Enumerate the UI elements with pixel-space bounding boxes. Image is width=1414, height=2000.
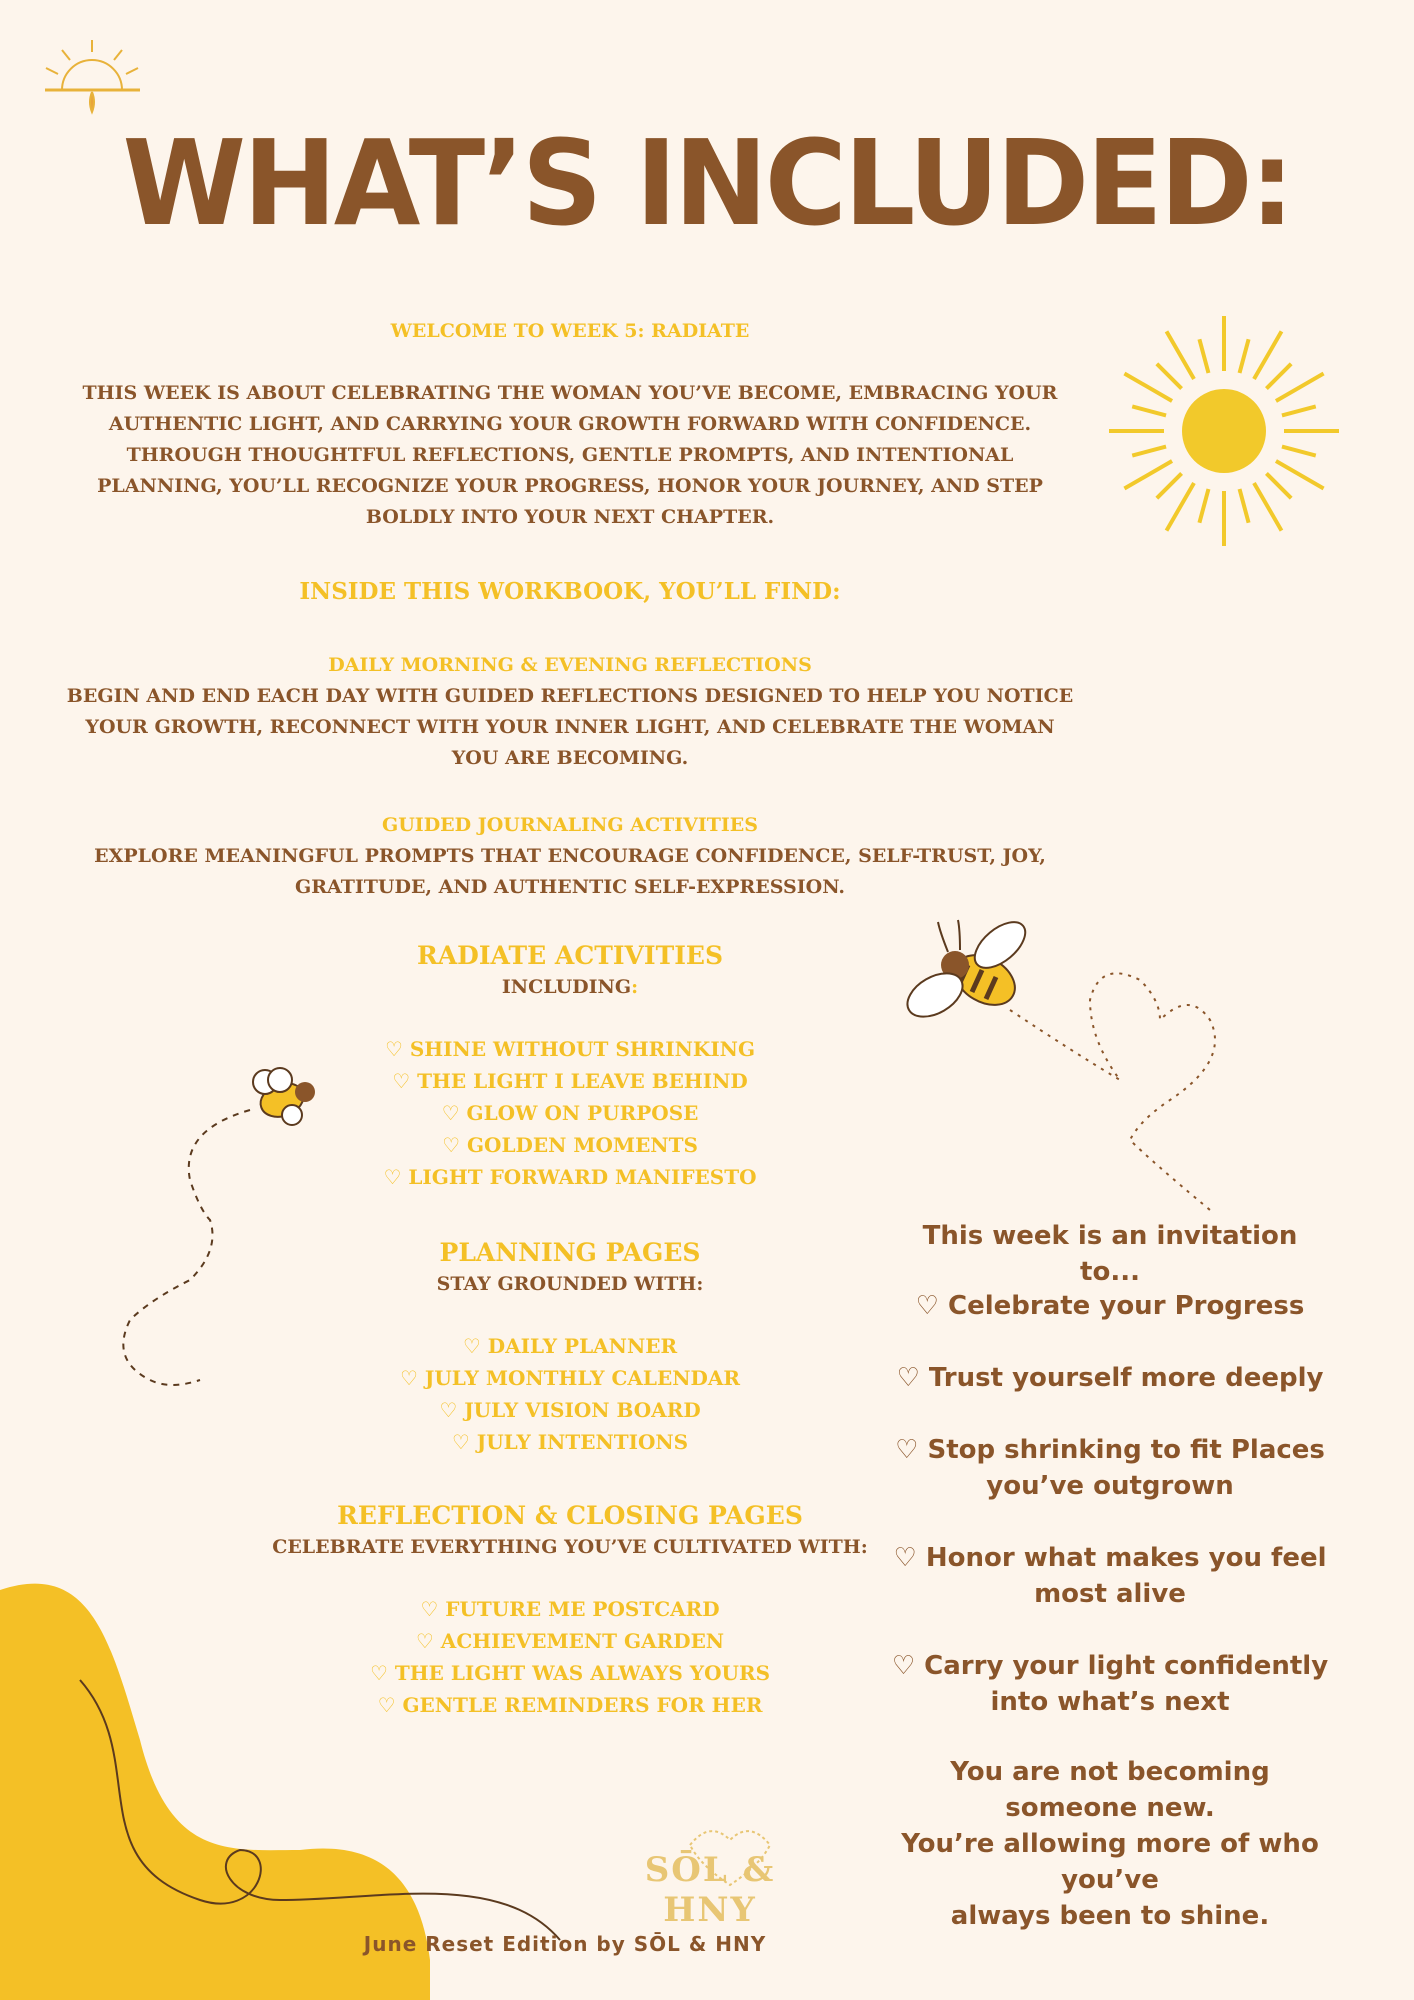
planning-heading: PLANNING PAGES	[439, 1238, 701, 1267]
list-item: ♡ DAILY PLANNER	[462, 1334, 678, 1358]
list-item: ♡ JULY INTENTIONS	[451, 1430, 689, 1454]
planning-section: PLANNING PAGES STAY GROUNDED WITH: ♡ DAILY PLANNER ♡ JULY MONTHLY CALENDAR ♡ JULY VISION BOARD ♡ JULY INTENTIONS	[60, 1237, 1080, 1458]
list-item: ♡ FUTURE ME POSTCARD	[420, 1597, 720, 1621]
list-item: ♡ ACHIEVEMENT GARDEN	[415, 1629, 725, 1653]
daily-heading: DAILY MORNING & EVENING REFLECTIONS	[328, 654, 812, 676]
list-item: ♡ GOLDEN MOMENTS	[442, 1133, 698, 1157]
list-item: ♡ THE LIGHT WAS ALWAYS YOURS	[369, 1661, 771, 1685]
list-item: ♡ JULY VISION BOARD	[439, 1398, 701, 1422]
list-item: ♡ LIGHT FORWARD MANIFESTO	[383, 1165, 757, 1189]
invitation-item: ♡ Celebrate your Progress	[915, 1291, 1305, 1321]
invitation-heading: This week is an invitation to...	[922, 1221, 1298, 1287]
radiate-heading: RADIATE ACTIVITIES	[416, 941, 724, 970]
intro-paragraph: THIS WEEK IS ABOUT CELEBRATING THE WOMAN YOU’VE BECOME, EMBRACING YOUR AUTHENTIC LIGHT, AND CARRYING YOUR GROWTH FORWARD WITH CONFIDENCE. THROUGH THOUGHTFUL REFLECTIONS, GENTLE PROMPTS, AND INTENTIONAL PLANNING, YOU’LL RECOGNIZE YOUR PROGRESS, HONOR YOUR JOURNEY, AND STEP BOLDLY INTO YOUR NEXT CHAPTER.	[82, 382, 1058, 528]
inside-heading: INSIDE THIS WORKBOOK, YOU’LL FIND:	[299, 578, 841, 605]
list-item: ♡ GENTLE REMINDERS FOR HER	[377, 1693, 763, 1717]
journaling-heading: GUIDED JOURNALING ACTIVITIES	[382, 814, 758, 836]
closing-heading: REFLECTION & CLOSING PAGES	[337, 1501, 803, 1530]
page-title: WHAT’S INCLUDED:	[122, 115, 1292, 253]
daily-section: DAILY MORNING & EVENING REFLECTIONS BEGIN AND END EACH DAY WITH GUIDED REFLECTIONS DESIGNED TO HELP YOU NOTICE YOUR GROWTH, RECONNECT WITH YOUR INNER LIGHT, AND CELEBRATE THE WOMAN YOU ARE BECOMING.	[60, 650, 1080, 774]
journaling-section: GUIDED JOURNALING ACTIVITIES EXPLORE MEANINGFUL PROMPTS THAT ENCOURAGE CONFIDENCE, SELF-TRUST, JOY, GRATITUDE, AND AUTHENTIC SELF-EXPRESSION.	[60, 810, 1080, 903]
brand-logo: SŌL & HNY	[644, 1850, 776, 1930]
list-item: ♡ THE LIGHT I LEAVE BEHIND	[392, 1069, 748, 1093]
list-item: ♡ SHINE WITHOUT SHRINKING	[384, 1037, 756, 1061]
sunrise-logo-icon	[45, 40, 140, 112]
sun-icon	[1109, 316, 1339, 546]
footer-text: June Reset Edition by SŌL & HNY	[363, 1932, 767, 1956]
radiate-section: RADIATE ACTIVITIES INCLUDING: ♡ SHINE WITHOUT SHRINKING ♡ THE LIGHT I LEAVE BEHIND ♡ GLOW ON PURPOSE ♡ GOLDEN MOMENTS ♡ LIGHT FORWARD MANIFESTO	[60, 940, 1080, 1193]
list-item: ♡ JULY MONTHLY CALENDAR	[400, 1366, 740, 1390]
invitation-item: ♡ Honor what makes you feel most alive	[893, 1543, 1327, 1609]
closing-section: REFLECTION & CLOSING PAGES CELEBRATE EVERYTHING YOU’VE CULTIVATED WITH: ♡ FUTURE ME POSTCARD ♡ ACHIEVEMENT GARDEN ♡ THE LIGHT WAS ALWAYS YOURS ♡ GENTLE REMINDERS FOR HER	[60, 1500, 1080, 1721]
invitation-item: ♡ Carry your light confidently into what’s next	[891, 1651, 1329, 1717]
invitation-item: ♡ Stop shrinking to fit Places you’ve outgrown	[895, 1435, 1325, 1501]
list-item: ♡ GLOW ON PURPOSE	[441, 1101, 699, 1125]
closing-quote: You are not becoming someone new. You’re allowing more of who you’ve always been to shine.	[901, 1757, 1319, 1931]
welcome-heading: WELCOME TO WEEK 5: RADIATE	[390, 320, 750, 342]
invitation-item: ♡ Trust yourself more deeply	[896, 1363, 1324, 1393]
